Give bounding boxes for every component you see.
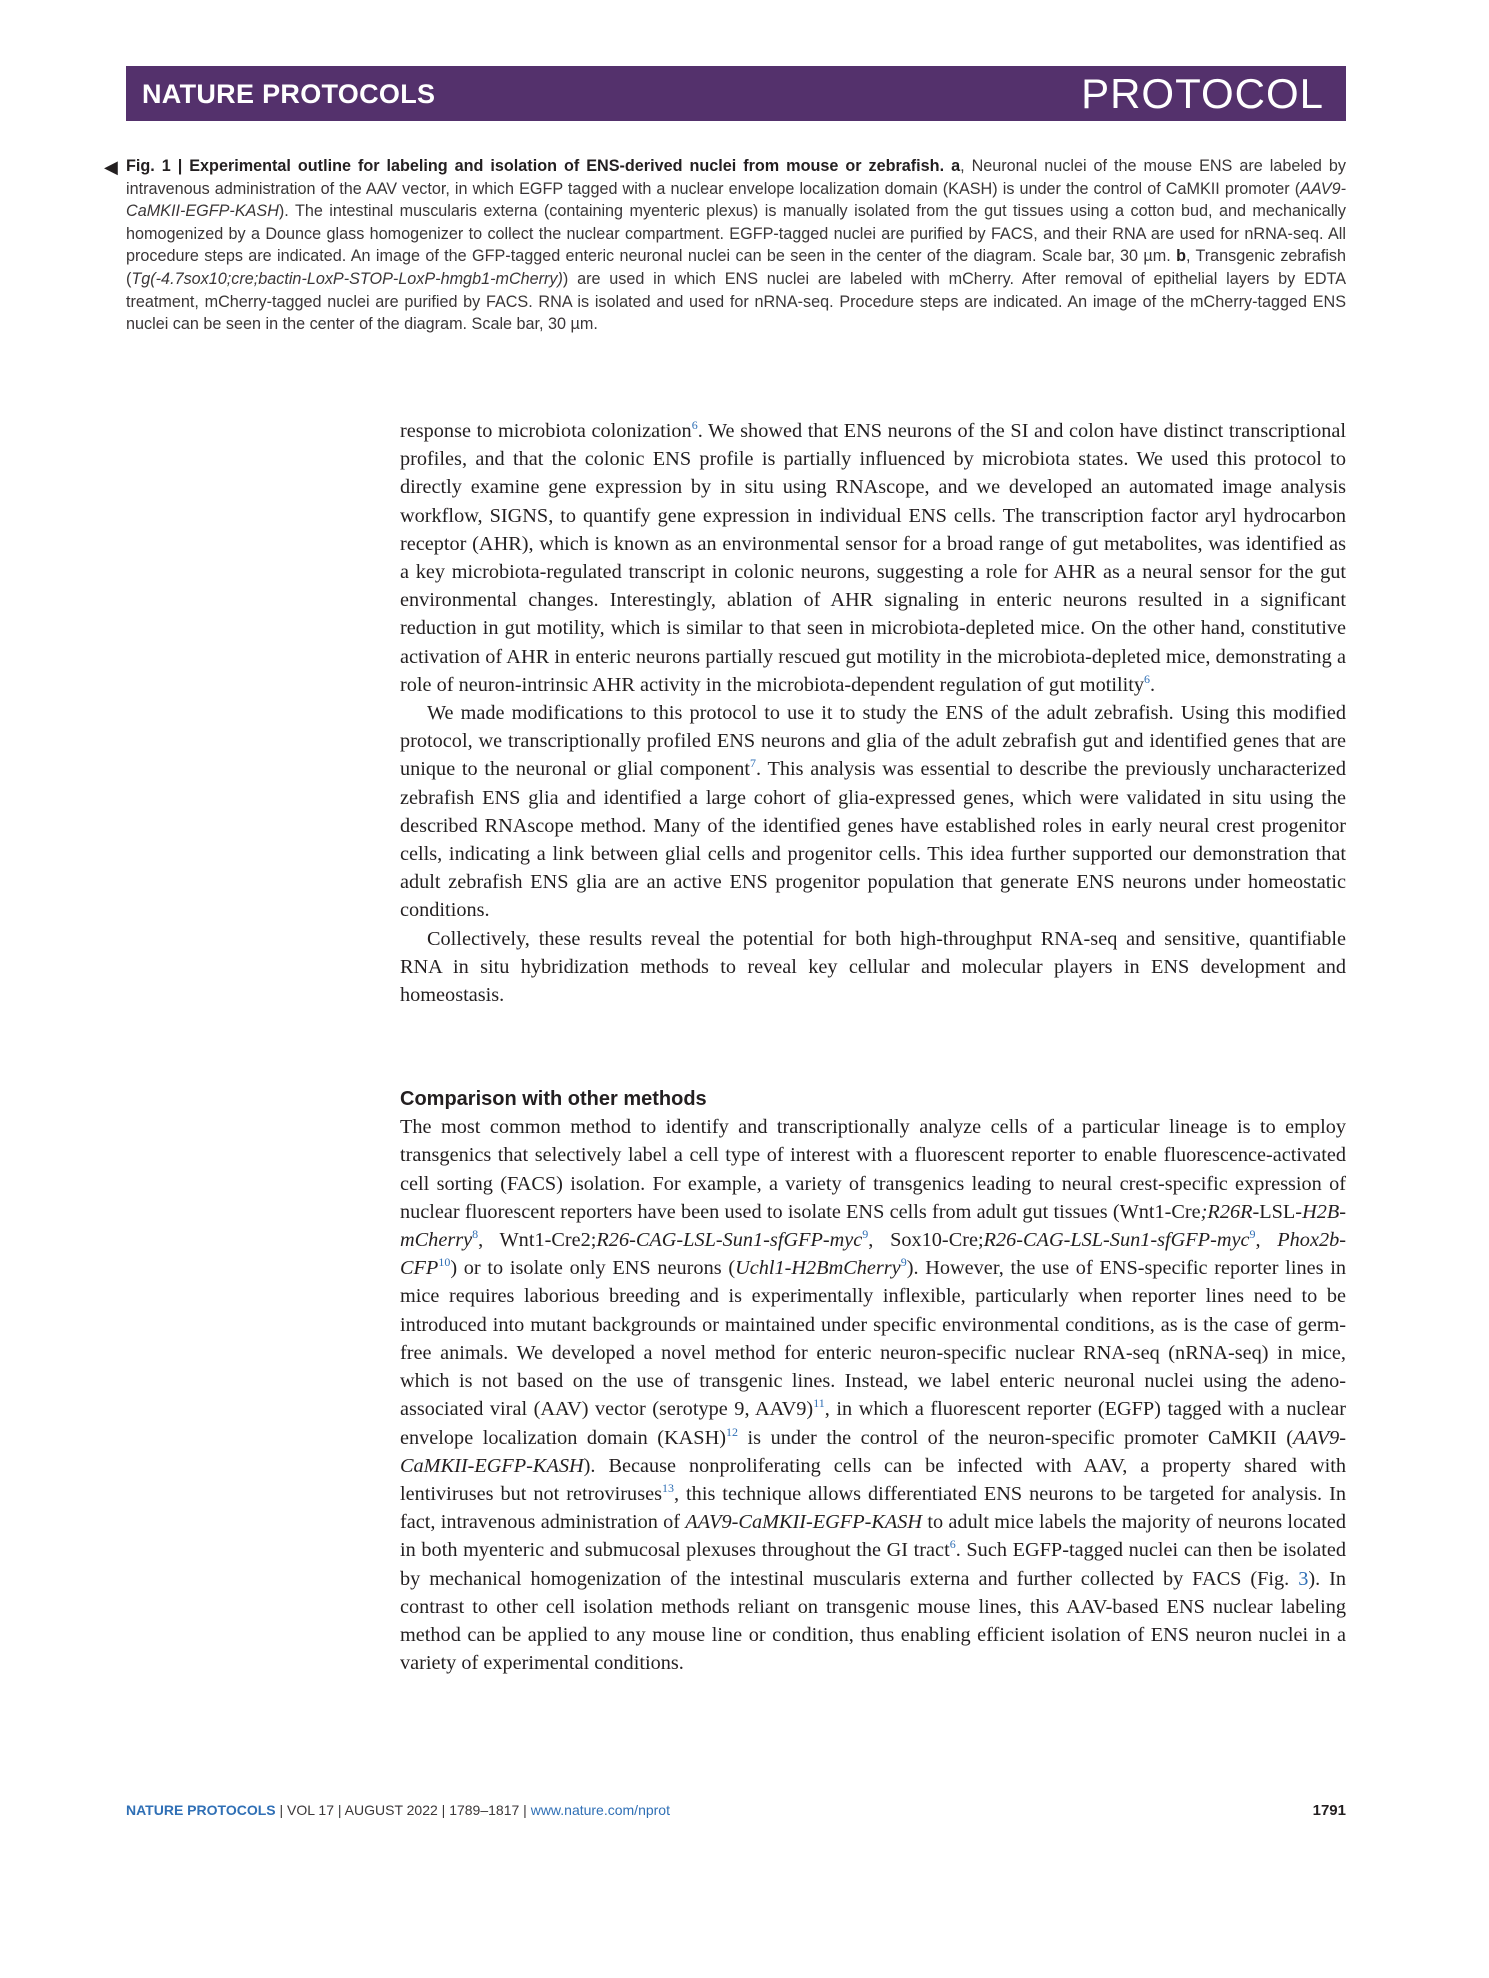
paragraph: Collectively, these results reveal the potential for both high-throughput RNA-seq and sensitive, quantifiable RNA in situ hybridization methods to reveal key cellular and molecular players in ENS development and homeostasis. <box>400 927 1346 1007</box>
italic-run: AAV9-CaMKII-EGFP-KASH <box>400 1426 1347 1477</box>
citation-link[interactable]: 12 <box>726 1424 738 1439</box>
caption-text: , Neuronal nuclei of the mouse ENS are labeled by intravenous administration of the AAV vector, in which EGFP tagged with a nuclear envelope localization domain (KASH) is under the control of CaMKII promoter ( <box>126 157 1347 198</box>
caption-panel-b-label: b <box>1176 247 1186 266</box>
text-run: , <box>1255 1229 1278 1252</box>
journal-banner <box>126 66 1346 121</box>
paragraph <box>400 1113 1346 1677</box>
figure-caption <box>104 155 1347 336</box>
caption-title: Fig. 1 | Experimental outline for labeling and isolation of ENS-derived nuclei from mouse or zebrafish. <box>126 157 945 175</box>
footer-volume: VOL 17 <box>287 1802 334 1818</box>
citation-link[interactable]: 7 <box>750 756 757 771</box>
footer-date: AUGUST 2022 <box>344 1802 438 1818</box>
italic-run: Phox2b-CFP <box>400 1229 1346 1280</box>
text-run: is under the control of the neuron-specific promoter CaMKII ( <box>738 1426 1293 1449</box>
citation-link[interactable]: 6 <box>691 418 698 432</box>
citation-link[interactable]: 6 <box>1144 671 1151 686</box>
text-run: -LSL- <box>1252 1200 1303 1223</box>
italic-run: Uchl1-H2BmCherry <box>735 1257 901 1280</box>
main-text-column <box>400 417 1346 1677</box>
citation-link[interactable]: 9 <box>862 1227 869 1242</box>
citation-link[interactable]: 8 <box>472 1227 479 1242</box>
text-run: ). Because nonproliferating cells can be infected with AAV, a property shared with lentiviruses but not retroviruses <box>400 1454 1346 1505</box>
paragraph <box>400 699 1346 925</box>
italic-run: ;R26R <box>1200 1200 1253 1223</box>
figure-link[interactable]: 3 <box>1298 1567 1309 1590</box>
separator: | <box>437 1802 450 1818</box>
text-run: The most common method to identify and transcriptionally analyze cells of a particular lineage is to employ transgenics that selectively label a cell type of interest with a fluorescent reporter to enable fluorescence-activated cell sorting (FACS) isolation. For example, a variety of transgenics leading to neural crest-specific expression of nuclear fluorescent reporters have been used to isolate ENS cells from adult gut tissues (Wnt1-Cre <box>400 1116 1346 1223</box>
citation-link[interactable]: 11 <box>813 1396 825 1411</box>
italic-run: H2B-mCherry <box>400 1200 1346 1252</box>
page-footer <box>126 1802 1346 1818</box>
separator: | <box>519 1802 531 1818</box>
caption-zebrafish-line: Tg(-4.7sox10;cre;bactin-LoxP-STOP-LoxP-hmgb1-mCherry) <box>131 269 563 288</box>
text-run: response to microbiota colonization <box>400 420 692 442</box>
citation-link[interactable]: 9 <box>1249 1227 1256 1242</box>
text-run: ). In contrast to other cell isolation methods reliant on transgenic mouse lines, this AAV-based ENS nuclear labeling method can be applied to any mouse line or condition, thus enabling efficient isolation of ENS neuron nuclei in a variety of experimental conditions. <box>400 1567 1346 1675</box>
journal-url-link[interactable]: www.nature.com/nprot <box>530 1802 670 1818</box>
footer-pages: 1789–1817 <box>449 1802 520 1818</box>
caption-text: ). The intestinal muscularis externa (containing myenteric plexus) is manually isolated from the gut tissues using a cotton bud, and mechanically homogenized by a Dounce glass homogenizer to collect the nuclear compartment. EGFP-tagged nuclei are purified by FACS, and their RNA are used for nRNA-seq. All procedure steps are indicated. An image of the GFP-tagged enteric neuronal nuclei can be seen in the center of the diagram. Scale bar, 30 µm. <box>126 202 1346 266</box>
text-run: ) or to isolate only ENS neurons ( <box>450 1257 736 1280</box>
separator: | <box>275 1802 288 1818</box>
text-run: , this technique allows differentiated ENS neurons to be targeted for analysis. In fact, intravenous administration of <box>400 1482 1346 1534</box>
caption-vector-name: AAV9-CaMKII-EGFP-KASH <box>126 179 1346 221</box>
caption-panel-a-label: a <box>951 157 961 175</box>
italic-run: R26-CAG-LSL-Sun1-sfGFP-myc <box>596 1229 863 1252</box>
citation-link[interactable]: 13 <box>662 1480 674 1495</box>
text-run: , Sox10-Cre; <box>868 1229 984 1252</box>
text-run: to adult mice labels the majority of neurons located in both myenteric and submucosal plexuses throughout the GI tract <box>400 1511 1346 1562</box>
caption-text: ) are used in which ENS nuclei are labeled with mCherry. After removal of epithelial layers by EDTA treatment, mCherry-tagged nuclei are purified by FACS. RNA is isolated and used for nRNA-seq. Procedure steps are indicated. An image of the mCherry-tagged ENS nuclei can be seen in the center of the diagram. Scale bar, 30 µm. <box>126 269 1346 334</box>
journal-name: NATURE PROTOCOLS <box>142 79 436 109</box>
section-heading: Comparison with other methods <box>400 1088 707 1111</box>
citation-link[interactable]: 6 <box>949 1537 956 1552</box>
text-run: . Such EGFP-tagged nuclei can then be isolated by mechanical homogenization of the intestinal muscularis externa and further collected by FACS (Fig. <box>400 1539 1347 1590</box>
text-run: , Wnt1-Cre2; <box>478 1229 597 1252</box>
italic-run: AAV9-CaMKII-EGFP-KASH <box>685 1511 923 1534</box>
italic-run: R26-CAG-LSL-Sun1-sfGFP-myc <box>983 1229 1250 1252</box>
left-triangle-icon[interactable]: ◀ <box>104 157 118 177</box>
footer-journal: NATURE PROTOCOLS <box>126 1802 276 1818</box>
text-run: . This analysis was essential to describe the previously uncharacterized zebrafish ENS glia and identified a large cohort of glia-expressed genes, which were validated in situ using the described RNAscope method. Many of the identified genes have established roles in early neural crest progenitor cells, indicating a link between glial cells and progenitor cells. This idea further supported our demonstration that adult zebrafish ENS glia are an active ENS progenitor population that generate ENS neurons under homeostatic conditions. <box>400 758 1346 922</box>
citation-link[interactable]: 10 <box>438 1255 451 1270</box>
text-run: . <box>1150 673 1156 696</box>
page-number: 1791 <box>1312 1802 1346 1819</box>
text-run: ). However, the use of ENS-specific reporter lines in mice requires laborious breeding and is experimentally inflexible, particularly when reporter lines need to be introduced into mutant backgrounds or maintained under specific environmental conditions, as is the case of germ-free animals. We developed a novel method for enteric neuron-specific nuclear RNA-seq (nRNA-seq) in mice, which is not based on the use of transgenic lines. Instead, we label enteric neuronal nuclei using the adeno-associated viral (AAV) vector (serotype 9, AAV9) <box>400 1257 1346 1421</box>
paragraph <box>400 417 1346 699</box>
text-run: , in which a fluorescent reporter (EGFP) tagged with a nuclear envelope localization domain (KASH) <box>400 1398 1346 1449</box>
text-run: We made modifications to this protocol to use it to study the ENS of the adult zebrafish. Using this modified protocol, we transcriptionally profiled ENS neurons and glia of the adult zebrafish gut and identified genes that are unique to the neuronal or glial component <box>400 702 1346 781</box>
article-type: PROTOCOL <box>1081 70 1324 117</box>
text-run: . We showed that ENS neurons of the SI and colon have distinct transcriptional profiles, and that the colonic ENS profile is partially influenced by microbiota states. We used this protocol to directly examine gene expression by in situ using RNAscope, and we developed an automated image analysis workflow, SIGNS, to quantify gene expression in individual ENS cells. The transcription factor aryl hydrocarbon receptor (AHR), which is known as an environmental sensor for a broad range of gut metabolites, was identified as a key microbiota-regulated transcript in colonic neurons, suggesting a role for AHR as a neural sensor for the gut environmental changes. Interestingly, ablation of AHR signaling in enteric neurons resulted in a significant reduction in gut motility, which is similar to that seen in microbiota-depleted mice. On the other hand, constitutive activation of AHR in enteric neurons partially rescued gut motility in the microbiota-depleted mice, demonstrating a role of neuron-intrinsic AHR activity in the microbiota-dependent regulation of gut motility <box>400 420 1346 696</box>
citation-link[interactable]: 9 <box>900 1255 907 1270</box>
separator: | <box>334 1802 345 1818</box>
caption-text: , Transgenic zebrafish ( <box>126 247 1347 288</box>
